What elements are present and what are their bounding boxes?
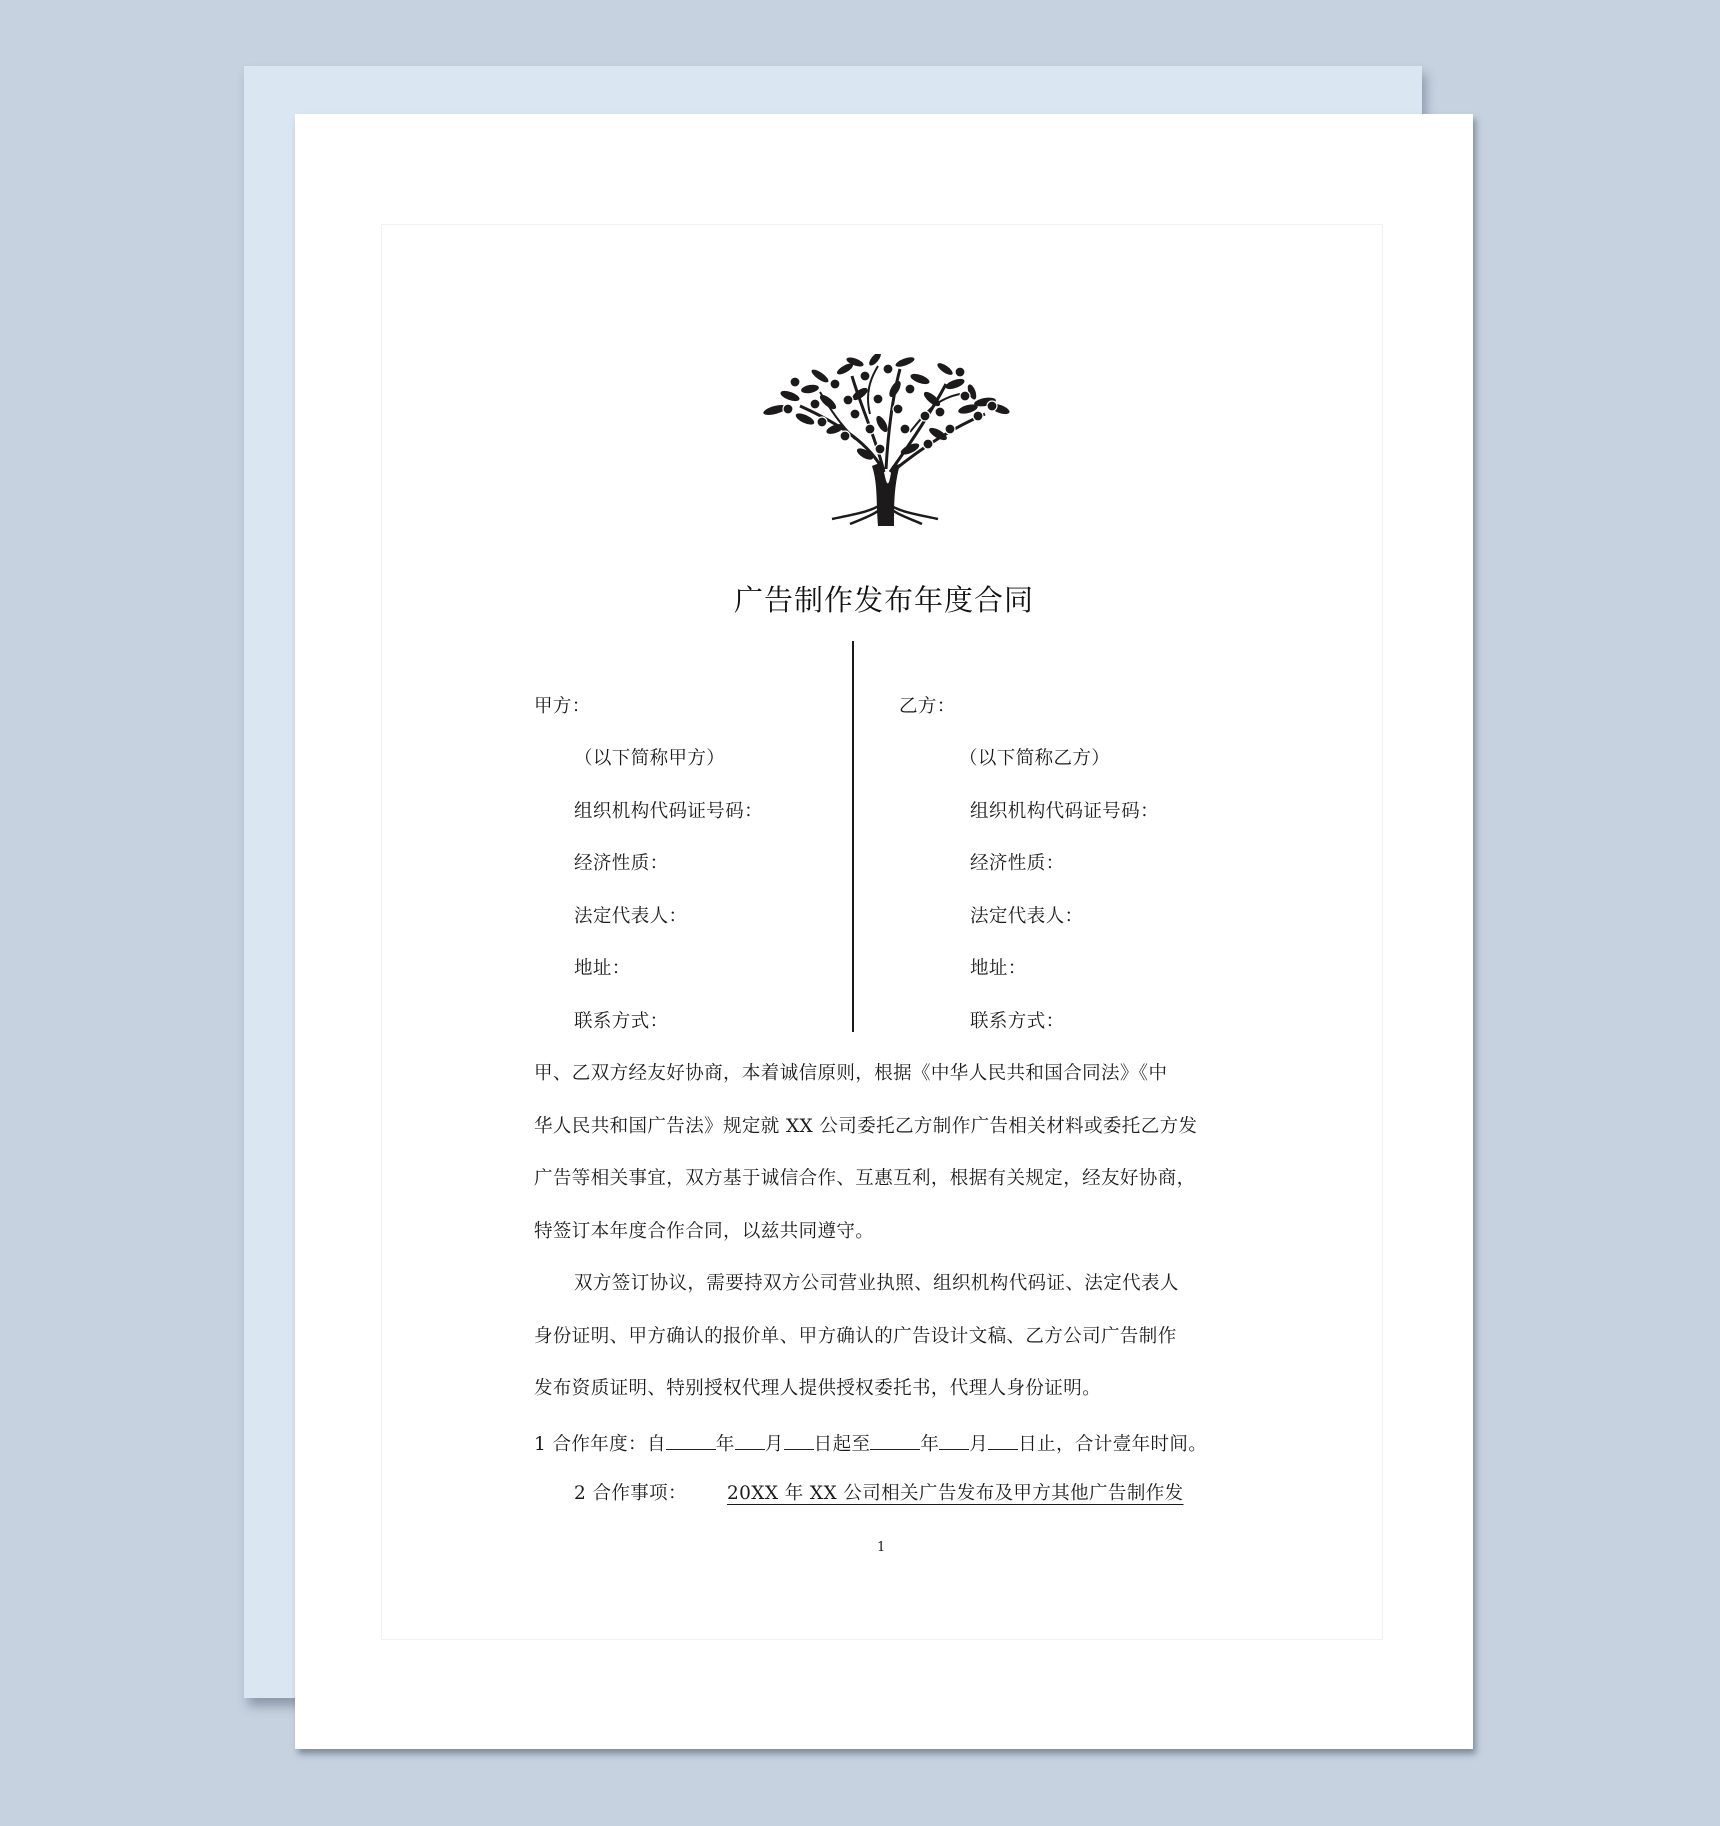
party-b-economic-nature-field: 经济性质： [970, 853, 1065, 874]
intro-line-2: 华人民共和国广告法》规定就 XX 公司委托乙方制作广告相关材料或委托乙方发 [534, 1116, 1198, 1137]
clause-2-value: 20XX 年 XX 公司相关广告发布及甲方其他广告制作发 [726, 1483, 1184, 1504]
clause-1-prefix: 1 合作年度：自 [534, 1434, 666, 1455]
end-year-blank[interactable] [870, 1433, 920, 1450]
party-b-contact-field: 联系方式： [970, 1011, 1065, 1032]
start-day-blank[interactable] [784, 1433, 814, 1450]
month-label: 月 [764, 1434, 784, 1455]
party-divider-line [852, 641, 854, 1032]
year-label: 年 [920, 1434, 940, 1455]
tree-icon [760, 354, 1010, 526]
party-b-legal-rep-field: 法定代表人： [970, 906, 1084, 927]
party-b-address-field: 地址： [970, 958, 1027, 979]
end-month-blank[interactable] [939, 1433, 969, 1450]
month-label: 月 [969, 1434, 989, 1455]
party-a-economic-nature-field: 经济性质： [574, 853, 669, 874]
party-a-legal-rep-field: 法定代表人： [574, 906, 688, 927]
party-b-org-code-field: 组织机构代码证号码： [970, 801, 1160, 822]
intro-line-1: 甲、乙双方经友好协商，本着诚信原则，根据《中华人民共和国合同法》《中 [534, 1063, 1168, 1084]
party-a-contact-field: 联系方式： [574, 1011, 669, 1032]
intro-line-3: 广告等相关事宜，双方基于诚信合作、互惠互利，根据有关规定，经友好协商， [534, 1168, 1196, 1189]
requirements-line-2: 身份证明、甲方确认的报价单、甲方确认的广告设计文稿、乙方公司广告制作 [534, 1326, 1177, 1347]
clause-2-cooperation-items [574, 1485, 1184, 1504]
day-to-label: 日止，合计壹年时间。 [1018, 1434, 1208, 1455]
start-month-blank[interactable] [735, 1433, 765, 1450]
year-label: 年 [715, 1434, 735, 1455]
document-title: 广告制作发布年度合同 [733, 583, 1034, 617]
end-day-blank[interactable] [988, 1433, 1018, 1450]
page-number: 1 [877, 1540, 886, 1555]
requirements-line-3: 发布资质证明、特别授权代理人提供授权委托书，代理人身份证明。 [534, 1378, 1102, 1399]
party-a-org-code-field: 组织机构代码证号码： [574, 801, 764, 822]
day-from-label: 日起至 [813, 1434, 871, 1455]
document-page [295, 114, 1473, 1749]
party-a-alias: （以下简称甲方） [574, 748, 726, 769]
intro-line-4: 特签订本年度合作合同，以兹共同遵守。 [534, 1221, 875, 1242]
start-year-blank[interactable] [666, 1433, 716, 1450]
clause-2-prefix: 2 合作事项： [574, 1483, 687, 1504]
party-a-label: 甲方： [534, 696, 591, 717]
requirements-line-1: 双方签订协议，需要持双方公司营业执照、组织机构代码证、法定代表人 [574, 1273, 1179, 1294]
party-b-alias: （以下简称乙方） [959, 748, 1111, 769]
party-a-address-field: 地址： [574, 958, 631, 979]
clause-1-cooperation-period [534, 1433, 1207, 1455]
party-b-label: 乙方： [899, 696, 956, 717]
